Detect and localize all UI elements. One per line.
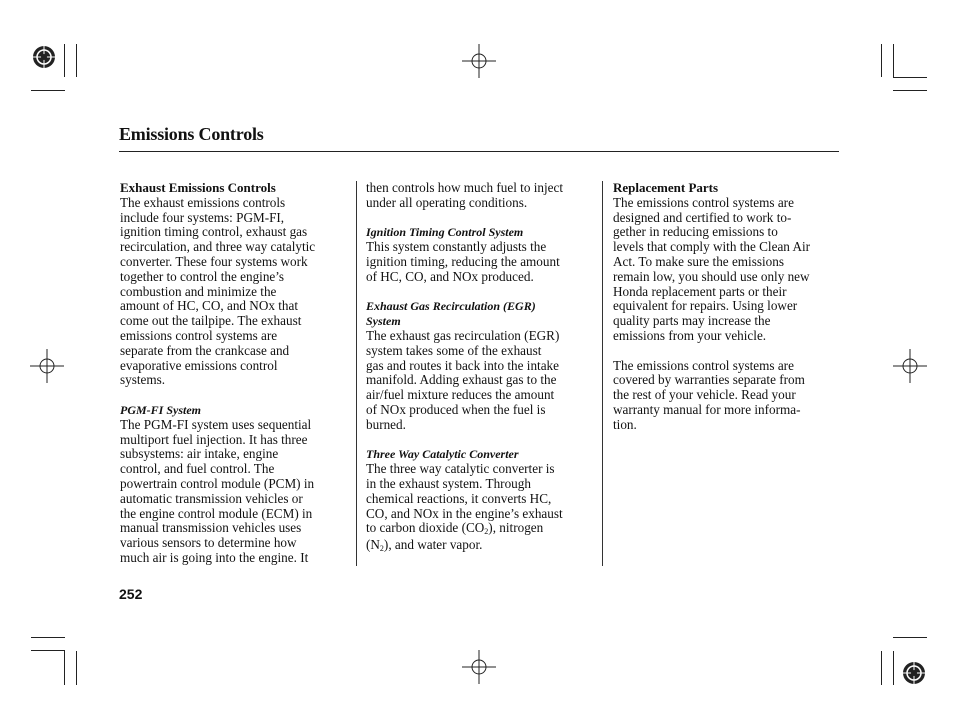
paragraph-ignition-timing: This system constantly adjusts the ignition timing, reducing the amount of HC, CO, and NOx produced. bbox=[366, 239, 560, 284]
heading-three-way-catalytic: Three Way Catalytic Converter bbox=[366, 447, 519, 462]
crosshair-bottom-icon bbox=[462, 650, 496, 684]
column-3 bbox=[613, 181, 839, 433]
title-rule bbox=[119, 151, 839, 152]
paragraph-pgm-fi-continued: then controls how much fuel to inject under all operating conditions. bbox=[366, 180, 564, 210]
page-number: 252 bbox=[119, 586, 143, 602]
paragraph-catalytic-line-n2: $(N_2)$, and water vapor. bbox=[366, 537, 483, 554]
crosshair-right-icon bbox=[893, 349, 927, 383]
page-title: Emissions Controls bbox=[119, 124, 264, 144]
paragraph-warranty: The emissions control systems are covered by warranties separate from the rest of your vehicle. Read your warranty manual for more informa- tion. bbox=[613, 357, 805, 432]
column-2 bbox=[366, 181, 596, 555]
paragraph-catalytic-line-co2: to carbon dioxide $(CO_2)$, nitrogen bbox=[366, 520, 544, 537]
column-divider-2 bbox=[602, 181, 603, 566]
crosshair-left-icon bbox=[30, 349, 64, 383]
heading-egr-line-1: Exhaust Gas Recirculation (EGR) bbox=[366, 299, 536, 314]
paragraph-egr: The exhaust gas recirculation (EGR) system takes some of the exhaust gas and routes it back into the intake manifold. Adding exhaust gas to the air/fuel mixture reduces the amount of NOx produced when the fuel is burned. bbox=[366, 327, 560, 432]
heading-exhaust-emissions-controls: Exhaust Emissions Controls bbox=[120, 180, 276, 195]
registration-target-bottom-right-icon bbox=[901, 660, 927, 686]
heading-ignition-timing: Ignition Timing Control System bbox=[366, 225, 524, 240]
paragraph-pgm-fi: The PGM-FI system uses sequential multiport fuel injection. It has three subsystems: air intake, engine control, and fuel control. The powertrain control module (PCM) in automatic transmission vehicles or the engine control module (ECM) in manual transmission vehicles uses various sensors to determine how much air is going into the engine. It bbox=[120, 416, 315, 565]
paragraph-exhaust-emissions: The exhaust emissions controls include four systems: PGM-FI, ignition timing control, exhaust gas recirculation, and three way catalytic converter. These four systems work together to control the engine’s combustion and minimize the amount of HC, CO, and NOx that come out the tailpipe. The exhaust emissions control systems are separate from the crankcase and evaporative emissions control systems. bbox=[120, 194, 316, 388]
column-1 bbox=[120, 181, 348, 566]
column-divider-1 bbox=[356, 181, 357, 566]
paragraph-catalytic: The three way catalytic converter is in the exhaust system. Through chemical reactions, it converts HC, CO, and NOx in the engine’s exhaust bbox=[366, 461, 563, 521]
registration-target-top-left-icon bbox=[31, 44, 57, 70]
paragraph-replacement-parts: The emissions control systems are designed and certified to work to- gether in reducing emissions to levels that comply with the Clean Air Act. To make sure the emissions remain low, you should use only new Honda replacement parts or their equivalent for repairs. Using lower quality parts may increase the emissions from your vehicle. bbox=[613, 194, 811, 343]
heading-replacement-parts: Replacement Parts bbox=[613, 180, 719, 195]
heading-pgm-fi-system: PGM-FI System bbox=[120, 402, 201, 417]
crosshair-top-icon bbox=[462, 44, 496, 78]
heading-egr-line-2: System bbox=[366, 314, 401, 329]
